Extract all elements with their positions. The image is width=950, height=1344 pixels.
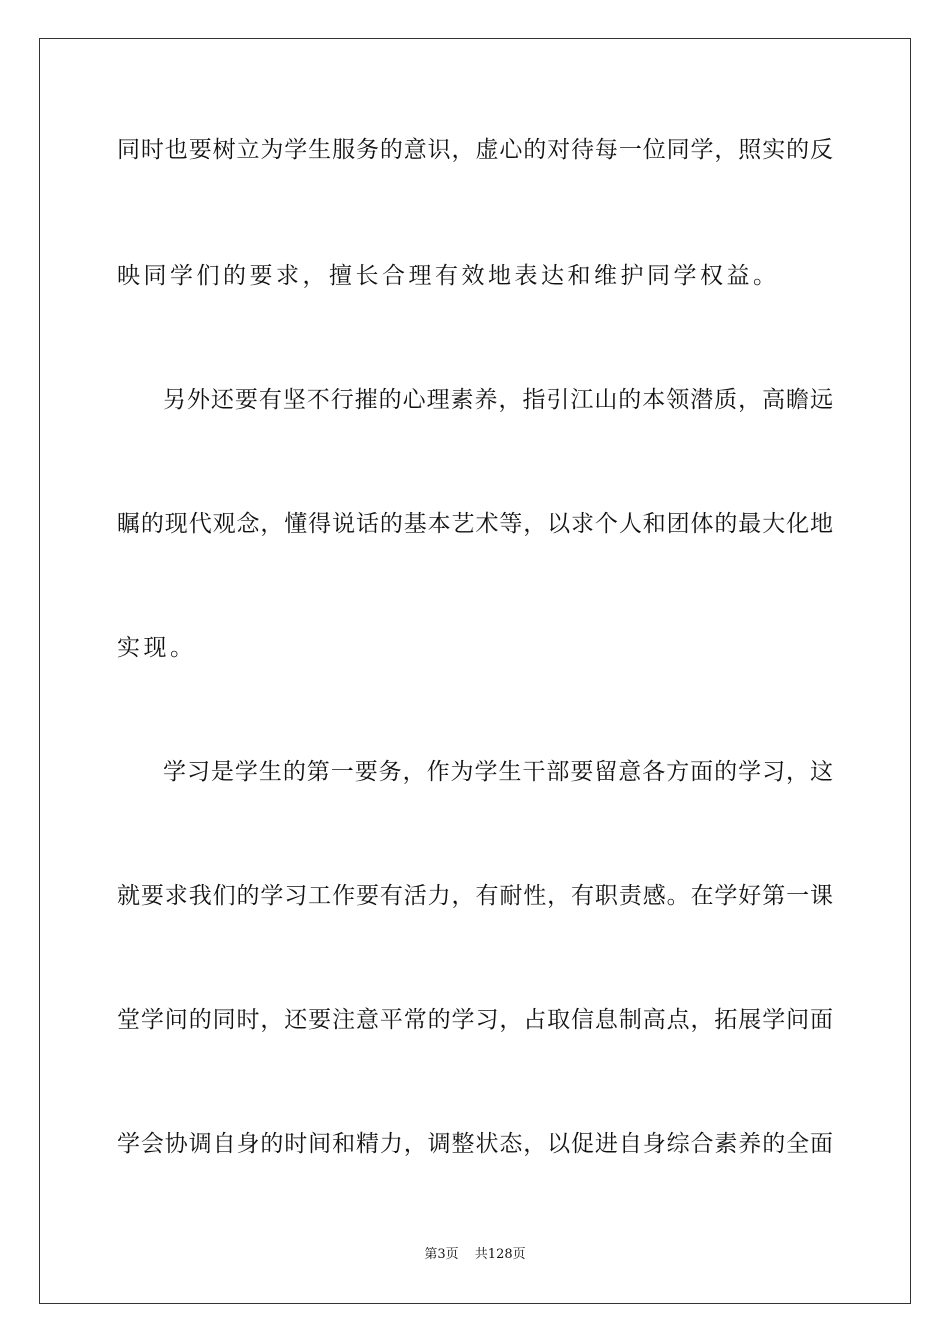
page-footer bbox=[0, 1246, 950, 1264]
body-text-line: 学会协调自身的时间和精力，调整状态，以促进自身综合素养的全面 bbox=[117, 1131, 833, 1157]
body-text-line: 同时也要树立为学生服务的意识，虚心的对待每一位同学，照实的反 bbox=[117, 137, 833, 163]
paragraph-first-line: 另外还要有坚不行摧的心理素养，指引江山的本领潜质，高瞻远 bbox=[163, 387, 833, 413]
body-text-line: 映同学们的要求，擅长合理有效地表达和维护同学权益。 bbox=[117, 263, 780, 289]
body-text-line: 瞩的现代观念，懂得说话的基本艺术等，以求个人和团体的最大化地 bbox=[117, 511, 833, 537]
paragraph-first-line: 学习是学生的第一要务，作为学生干部要留意各方面的学习，这 bbox=[163, 759, 833, 785]
page-border bbox=[39, 38, 911, 1304]
page-number: 第3页 bbox=[424, 1247, 459, 1262]
body-text-line: 实现。 bbox=[117, 635, 197, 661]
page-total: 共128页 bbox=[474, 1247, 526, 1262]
body-text-line: 堂学问的同时，还要注意平常的学习，占取信息制高点，拓展学问面 bbox=[117, 1007, 833, 1033]
body-text-line: 就要求我们的学习工作要有活力，有耐性，有职责感。在学好第一课 bbox=[117, 883, 833, 909]
